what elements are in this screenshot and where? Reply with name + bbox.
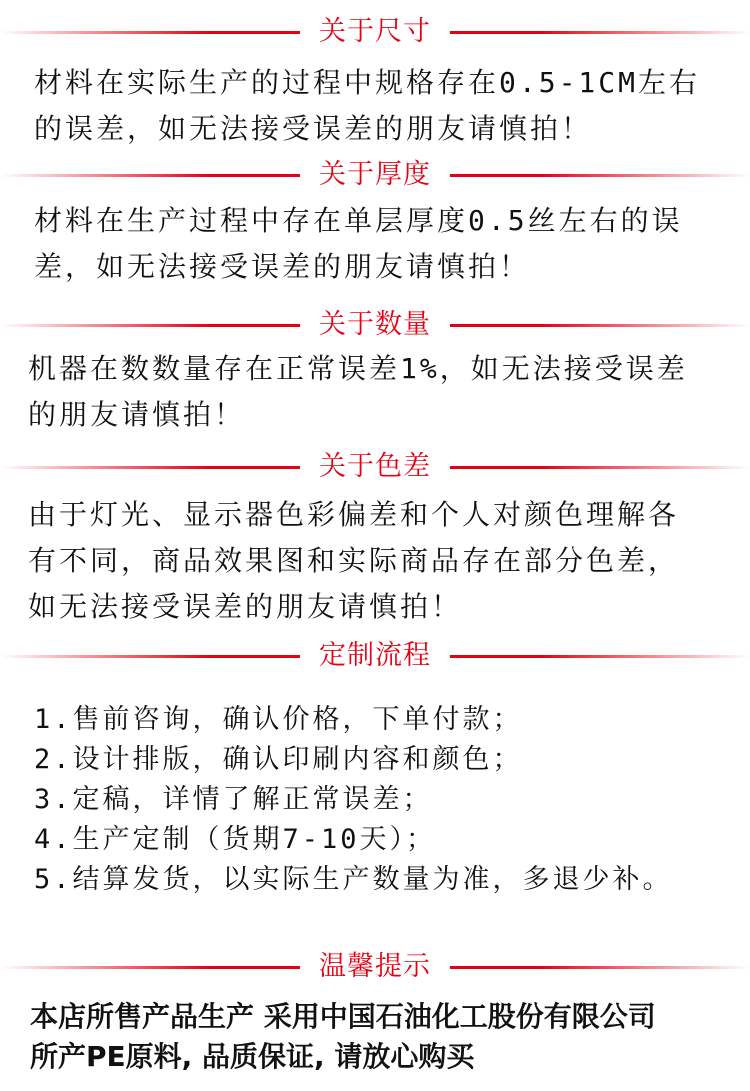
section-title-thickness: 关于厚度	[319, 159, 431, 190]
section-title-quantity: 关于数量	[319, 309, 431, 340]
quantity-notice-line-2: 的朋友请慎拍！	[28, 398, 246, 431]
section-header-size	[0, 12, 750, 52]
tips-notice-line-2: 所产PE原料, 品质保证, 请放心购买	[30, 1040, 475, 1073]
process-steps	[34, 700, 673, 900]
color-notice	[28, 492, 679, 630]
divider-right	[450, 31, 750, 34]
process-step: 1.售前咨询，确认价格，下单付款；	[34, 704, 523, 735]
process-step: 2.设计排版，确认印刷内容和颜色；	[34, 744, 523, 775]
section-header-tips	[0, 947, 750, 987]
tips-notice-line-1: 本店所售产品生产 采用中国石油化工股份有限公司	[30, 1000, 656, 1033]
divider-right	[450, 466, 750, 469]
color-notice-line-2: 有不同，商品效果图和实际商品存在部分色差，	[28, 544, 680, 577]
thickness-notice	[34, 198, 683, 290]
quantity-notice-line-1: 机器在数数量存在正常误差1%，如无法接受误差	[28, 352, 688, 385]
section-header-quantity	[0, 305, 750, 345]
color-notice-line-3: 如无法接受误差的朋友请慎拍！	[28, 590, 463, 623]
process-step: 5.结算发货，以实际生产数量为准，多退少补。	[34, 864, 673, 895]
thickness-notice-line-2: 差，如无法接受误差的朋友请慎拍！	[34, 250, 531, 283]
section-title-process: 定制流程	[319, 640, 431, 671]
process-step: 4.生产定制（货期7-10天）；	[34, 824, 437, 855]
process-step: 3.定稿，详情了解正常误差；	[34, 784, 433, 815]
size-notice-line-2: 的误差，如无法接受误差的朋友请慎拍！	[34, 112, 593, 145]
divider-right	[450, 966, 750, 969]
thickness-notice-line-1: 材料在生产过程中存在单层厚度0.5丝左右的误	[34, 204, 683, 237]
color-notice-line-1: 由于灯光、显示器色彩偏差和个人对颜色理解各	[28, 498, 680, 531]
tips-notice	[30, 997, 656, 1077]
section-title-size: 关于尺寸	[319, 16, 431, 47]
divider-right	[450, 174, 750, 177]
divider-right	[450, 655, 750, 658]
quantity-notice	[28, 346, 688, 438]
section-title-color: 关于色差	[319, 451, 431, 482]
section-header-color	[0, 447, 750, 487]
size-notice	[34, 60, 700, 152]
size-notice-line-1: 材料在实际生产的过程中规格存在0.5-1CM左右	[34, 66, 701, 99]
section-title-tips: 温馨提示	[319, 951, 431, 982]
divider-right	[450, 324, 750, 327]
section-header-process	[0, 636, 750, 676]
section-header-thickness	[0, 155, 750, 195]
